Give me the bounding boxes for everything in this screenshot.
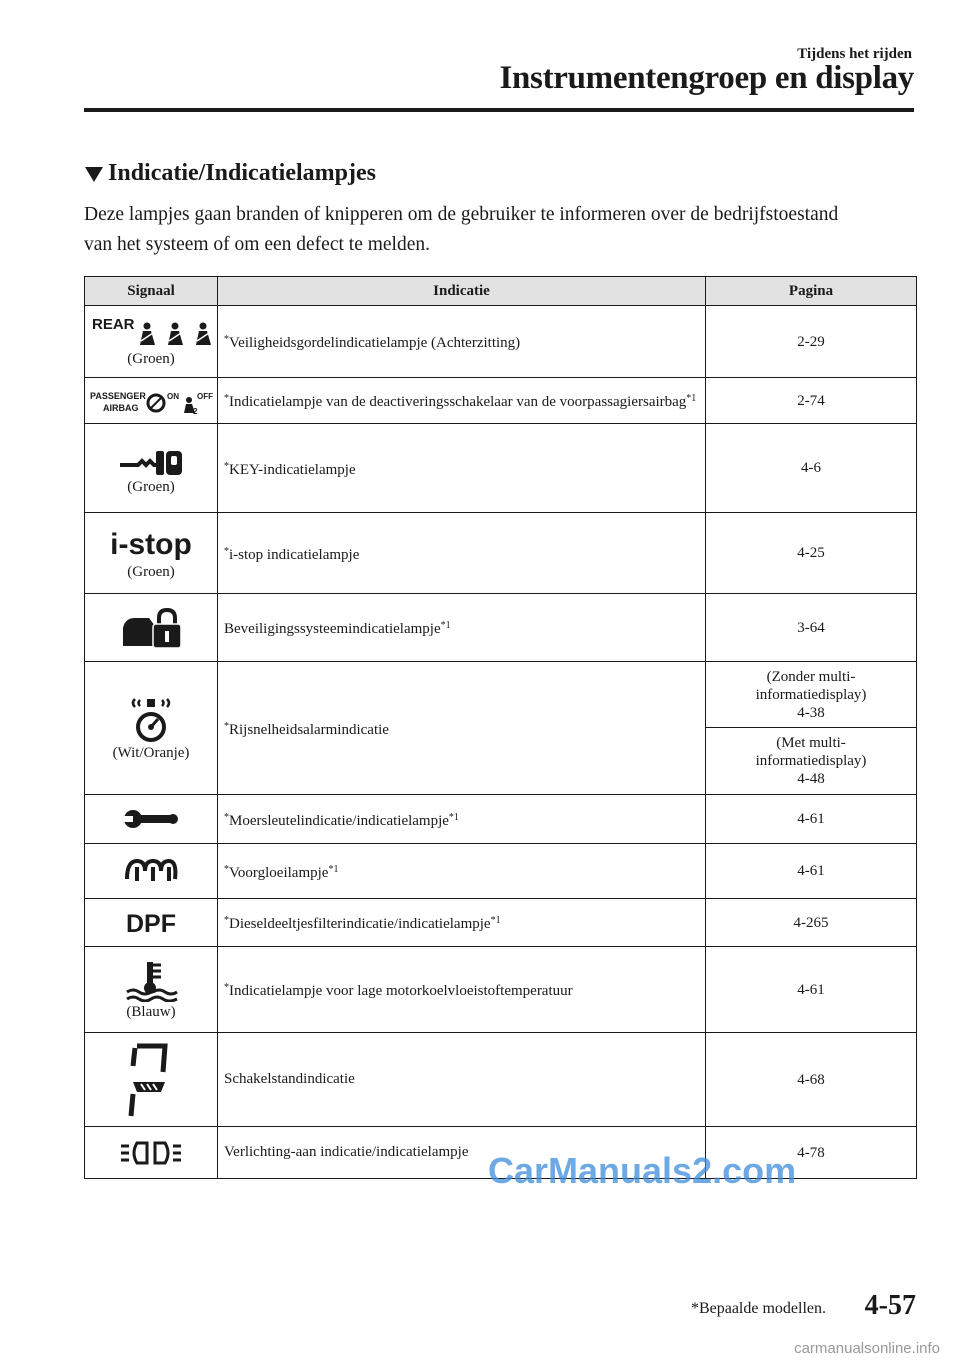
indication-cell <box>218 513 706 594</box>
indication-text: Veiligheidsgordelindicatielampje (Achterzitting) <box>229 335 521 351</box>
table-row <box>85 306 917 378</box>
asterisk-marker: * <box>224 334 229 345</box>
indication-cell <box>218 424 706 513</box>
indication-text: Voorgloeilampje <box>229 864 329 881</box>
triangle-down-icon <box>84 164 104 184</box>
lights-on-icon <box>119 1139 183 1167</box>
wrench-icon <box>121 805 181 833</box>
page-cell <box>706 728 917 795</box>
asterisk-marker: * <box>224 545 229 557</box>
signal-cell <box>85 899 218 947</box>
indication-text: Indicatielampje voor lage motorkoelvloeistoftemperatuur <box>229 983 573 999</box>
indication-cell <box>218 899 706 947</box>
indication-cell <box>218 662 706 795</box>
indication-text: Moersleutelindicatie/indicatielampje <box>229 812 449 829</box>
indication-text: Dieseldeeltjesfilterindicatie/indicatielampje <box>229 916 491 932</box>
header-rule <box>84 108 914 112</box>
asterisk-marker: * <box>224 460 229 472</box>
footnote-marker: *1 <box>440 620 451 631</box>
i-stop-icon <box>106 526 196 562</box>
signal-color-label: (Groen) <box>127 478 175 495</box>
page-number-value: 4-38 <box>797 704 825 721</box>
signal-color-label: (Groen) <box>127 563 175 580</box>
indicator-table <box>84 276 917 1179</box>
signal-cell <box>85 424 218 513</box>
page-number-value: 4-48 <box>797 771 825 787</box>
table-header-row <box>85 277 917 306</box>
indication-text: Rijsnelheidsalarmindicatie <box>229 721 389 738</box>
indication-text: KEY-indicatielampje <box>229 461 356 478</box>
indication-cell <box>218 594 706 662</box>
indication-text: Indicatielampje van de deactiveringsschakelaar van de voorpassagiersairbag <box>229 394 687 410</box>
table-row <box>85 594 917 662</box>
header-page: Pagina <box>706 277 917 306</box>
indication-text: Beveiligingssysteemindicatielampje <box>224 621 441 637</box>
page-note-line: (Zonder multi- <box>766 668 856 685</box>
page-cell: 4-68 <box>706 1033 917 1127</box>
header-signal: Signaal <box>85 277 218 306</box>
page-cell: 2-29 <box>706 306 917 378</box>
indication-text: Verlichting-aan indicatie/indicatielampje <box>224 1144 469 1160</box>
indication-cell <box>218 947 706 1033</box>
footnote-marker: *1 <box>686 393 697 404</box>
airbag-icon-label-on: ON <box>167 391 179 401</box>
table-row <box>85 424 917 513</box>
coolant-temp-icon <box>123 958 179 1002</box>
indication-cell <box>218 1033 706 1127</box>
indication-text: Schakelstandindicatie <box>224 1071 355 1087</box>
passenger-airbag-icon <box>89 386 213 416</box>
signal-color-label: (Wit/Oranje) <box>112 744 190 761</box>
dpf-icon <box>119 909 183 937</box>
page-cell: 4-78 <box>706 1127 917 1179</box>
airbag-icon-label-off: OFF <box>197 391 213 401</box>
key-icon <box>116 441 186 477</box>
footer-watermark: carmanualsonline.info <box>794 1340 940 1357</box>
table-row <box>85 378 917 424</box>
rear-seatbelt-icon-label: REAR <box>92 316 135 333</box>
signal-cell <box>85 1127 218 1179</box>
indication-cell <box>218 844 706 899</box>
section-title <box>84 160 376 187</box>
i-stop-icon-label: i-stop <box>110 527 192 561</box>
page-cell: 4-61 <box>706 844 917 899</box>
signal-color-label: (Blauw) <box>126 1004 176 1020</box>
page-cell: 4-265 <box>706 899 917 947</box>
footnote-marker: *1 <box>328 863 339 875</box>
signal-cell <box>85 594 218 662</box>
section-title-text: Indicatie/Indicatielampjes <box>108 160 376 186</box>
asterisk-marker: * <box>224 720 229 732</box>
page-cell: 3-64 <box>706 594 917 662</box>
glow-plug-icon <box>123 857 179 885</box>
asterisk-marker: * <box>224 915 229 926</box>
signal-cell <box>85 662 218 795</box>
airbag-icon-label-airbag: AIRBAG <box>103 402 139 413</box>
gear-position-icon <box>121 1040 181 1120</box>
indication-cell <box>218 795 706 844</box>
signal-cell <box>85 947 218 1033</box>
page-number: 4-57 <box>864 1290 916 1321</box>
table-row <box>85 513 917 594</box>
page-cell: 4-61 <box>706 947 917 1033</box>
page-note-line: informatiedisplay) <box>755 753 867 769</box>
signal-cell <box>85 1033 218 1127</box>
table-row <box>85 662 917 728</box>
table-row <box>85 947 917 1033</box>
rear-seatbelt-icon <box>89 315 213 349</box>
page-cell: 4-25 <box>706 513 917 594</box>
signal-cell <box>85 306 218 378</box>
footnote-marker: *1 <box>448 811 459 823</box>
page-cell: 4-61 <box>706 795 917 844</box>
table-row <box>85 1033 917 1127</box>
signal-cell <box>85 513 218 594</box>
asterisk-marker: * <box>224 811 229 823</box>
asterisk-marker: * <box>224 982 229 993</box>
signal-cell <box>85 378 218 424</box>
page-note-line: (Met multi- <box>776 735 846 751</box>
svg-text:2: 2 <box>193 406 198 416</box>
page-cell <box>706 662 917 728</box>
table-row <box>85 844 917 899</box>
security-lock-icon <box>119 606 183 650</box>
header-indication: Indicatie <box>218 277 706 306</box>
signal-cell <box>85 844 218 899</box>
speed-alarm-icon <box>121 695 181 743</box>
watermark: CarManuals2.com <box>488 1150 797 1191</box>
airbag-icon-label-passenger: PASSENGER <box>90 390 146 401</box>
page-note-line: informatiedisplay) <box>755 686 867 703</box>
signal-color-label: (Groen) <box>127 351 175 367</box>
table-row <box>85 899 917 947</box>
footnote: *Bepaalde modellen. <box>690 1300 826 1317</box>
indication-cell <box>218 306 706 378</box>
footnote-marker: *1 <box>490 915 501 926</box>
signal-cell <box>85 795 218 844</box>
asterisk-marker: * <box>224 863 229 875</box>
page-cell: 2-74 <box>706 378 917 424</box>
page-cell: 4-6 <box>706 424 917 513</box>
table-row <box>85 795 917 844</box>
intro-paragraph: Deze lampjes gaan branden of knipperen om de gebruiker te informeren over de bedrijfstoestand van het systeem of om een defect te melden. <box>84 204 839 255</box>
indication-text: i-stop indicatielampje <box>229 546 360 563</box>
running-header-section: Tijdens het rijden <box>797 46 912 62</box>
asterisk-marker: * <box>224 393 229 404</box>
dpf-icon-label: DPF <box>126 909 176 937</box>
indication-cell <box>218 378 706 424</box>
running-header-chapter: Instrumentengroep en display <box>499 60 914 96</box>
